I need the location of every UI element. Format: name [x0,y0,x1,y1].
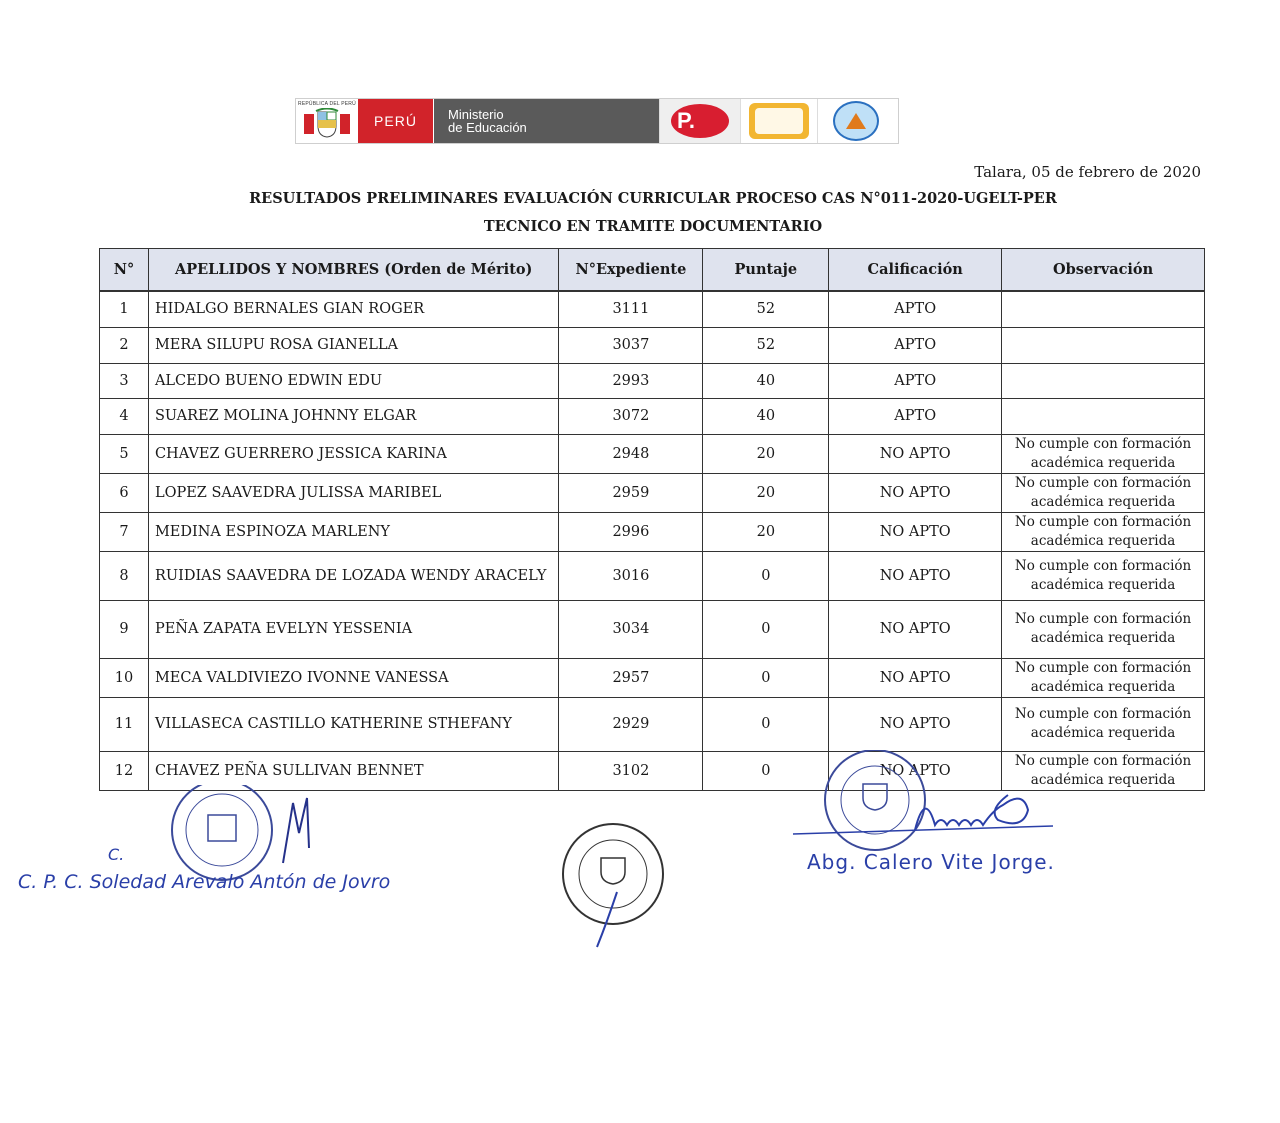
document-subtitle: TECNICO EN TRAMITE DOCUMENTARIO [483,218,823,235]
cell-observation [1002,600,1205,658]
cell-number: 3 [100,363,149,398]
cell-name: CHAVEZ GUERRERO JESSICA KARINA [148,434,558,473]
cell-name: PEÑA ZAPATA EVELYN YESSENIA [148,600,558,658]
cell-qualification: NO APTO [829,473,1002,512]
obs-line1: No cumple con formación [1014,513,1192,530]
obs-line2: académica requerida [1030,678,1176,695]
cell-score: 52 [703,327,829,363]
results-table [99,248,1205,791]
obs-line2: académica requerida [1030,532,1176,549]
cell-observation [1002,398,1205,434]
cell-score: 40 [703,398,829,434]
cell-file: 2948 [559,434,703,473]
p-logo-letter: P. [677,108,695,133]
cell-observation [1002,697,1205,751]
table-row [100,327,1205,363]
ugel-badge-logo [740,99,817,143]
obs-line1: No cumple con formación [1014,752,1192,769]
cell-score: 0 [703,600,829,658]
coat-of-arms-logo [296,99,358,143]
middle-stamp [555,822,675,952]
cell-file: 3016 [559,551,703,600]
institution-circle-icon [833,101,879,141]
cell-file: 3102 [559,751,703,790]
table-header-row [100,249,1205,292]
cell-name: CHAVEZ PEÑA SULLIVAN BENNET [148,751,558,790]
cell-qualification: NO APTO [829,697,1002,751]
ugel-badge-icon [749,103,809,139]
cell-file: 2957 [559,658,703,697]
cell-file: 2929 [559,697,703,751]
cell-name: ALCEDO BUENO EDWIN EDU [148,363,558,398]
cell-name: HIDALGO BERNALES GIAN ROGER [148,291,558,327]
cell-qualification: NO APTO [829,751,1002,790]
cell-file: 3111 [559,291,703,327]
cell-qualification: NO APTO [829,600,1002,658]
document-date: Talara, 05 de febrero de 2020 [974,163,1201,181]
ministry-line2: de Educación [448,120,527,135]
obs-line2: académica requerida [1030,576,1176,593]
obs-line1: No cumple con formación [1014,557,1192,574]
cell-qualification: APTO [829,398,1002,434]
table-row [100,434,1205,473]
table-row [100,512,1205,551]
obs-line1: No cumple con formación [1014,474,1192,491]
table-row [100,363,1205,398]
peru-label: PERÚ [374,113,417,129]
col-header-file: N°Expediente [559,249,703,292]
obs-line2: académica requerida [1030,493,1176,510]
cell-name: MECA VALDIVIEZO IVONNE VANESSA [148,658,558,697]
middle-stamp-seal [555,822,675,952]
cell-score: 0 [703,658,829,697]
cell-file: 3072 [559,398,703,434]
col-header-score: Puntaje [703,249,829,292]
cell-number: 10 [100,658,149,697]
obs-line2: académica requerida [1030,771,1176,788]
cell-observation [1002,434,1205,473]
table-row [100,291,1205,327]
obs-line1: No cumple con formación [1014,659,1192,676]
cell-score: 40 [703,363,829,398]
cell-number: 8 [100,551,149,600]
cell-qualification: NO APTO [829,512,1002,551]
obs-line1: No cumple con formación [1014,435,1192,452]
col-header-qualification: Calificación [829,249,1002,292]
cell-file: 3037 [559,327,703,363]
col-header-number: N° [100,249,149,292]
cell-number: 12 [100,751,149,790]
right-stamp-seal [785,750,1095,900]
cell-qualification: NO APTO [829,434,1002,473]
table-row [100,551,1205,600]
table-row [100,398,1205,434]
document-title: RESULTADOS PRELIMINARES EVALUACIÓN CURRICULAR PROCESO CAS N°011-2020-UGELT-PER [249,190,1057,207]
cell-name: MEDINA ESPINOZA MARLENY [148,512,558,551]
cell-number: 1 [100,291,149,327]
cell-observation [1002,658,1205,697]
cell-observation [1002,473,1205,512]
obs-line2: académica requerida [1030,454,1176,471]
logo-banner [295,98,899,144]
table-row [100,697,1205,751]
cell-observation [1002,551,1205,600]
cell-file: 2996 [559,512,703,551]
obs-line2: académica requerida [1030,630,1176,646]
right-signature-block [785,750,1095,900]
cell-file: 2959 [559,473,703,512]
shield-caption: REPÚBLICA DEL PERÚ [298,101,356,107]
ministry-brand-block [433,99,659,143]
cell-score: 0 [703,551,829,600]
col-header-name: APELLIDOS Y NOMBRES (Orden de Mérito) [148,249,558,292]
cell-score: 20 [703,473,829,512]
coat-of-arms-icon [304,108,350,138]
cell-number: 5 [100,434,149,473]
cell-qualification: APTO [829,363,1002,398]
left-name-c: C. [108,845,125,864]
p-logo-circle [671,104,729,138]
cell-observation [1002,363,1205,398]
peru-brand-block [358,99,433,143]
cell-number: 9 [100,600,149,658]
cell-score: 0 [703,697,829,751]
cell-qualification: APTO [829,291,1002,327]
cell-score: 20 [703,434,829,473]
obs-line1: No cumple con formación [1014,706,1192,722]
cell-observation [1002,327,1205,363]
cell-observation [1002,291,1205,327]
cell-number: 2 [100,327,149,363]
cell-name: RUIDIAS SAAVEDRA DE LOZADA WENDY ARACELY [148,551,558,600]
cell-observation [1002,512,1205,551]
ministry-line1: Ministerio [448,107,504,122]
table-row [100,600,1205,658]
cell-score: 0 [703,751,829,790]
left-signature-block [0,785,560,985]
institution-circle-logo [817,99,894,143]
cell-file: 3034 [559,600,703,658]
cell-name: MERA SILUPU ROSA GIANELLA [148,327,558,363]
left-signatory-name: C. P. C. Soledad Arevalo Antón de Jovro [18,871,391,893]
p-logo [659,99,740,143]
cell-score: 52 [703,291,829,327]
cell-name: VILLASECA CASTILLO KATHERINE STHEFANY [148,697,558,751]
cell-qualification: APTO [829,327,1002,363]
cell-score: 20 [703,512,829,551]
table-row [100,658,1205,697]
right-signatory-name: Abg. Calero Vite Jorge. [807,850,1055,874]
cell-name: SUAREZ MOLINA JOHNNY ELGAR [148,398,558,434]
obs-line1: No cumple con formación [1014,611,1192,627]
cell-file: 2993 [559,363,703,398]
obs-line2: académica requerida [1030,725,1176,741]
cell-number: 4 [100,398,149,434]
cell-number: 6 [100,473,149,512]
cell-qualification: NO APTO [829,658,1002,697]
cell-number: 11 [100,697,149,751]
cell-number: 7 [100,512,149,551]
cell-name: LOPEZ SAAVEDRA JULISSA MARIBEL [148,473,558,512]
cell-qualification: NO APTO [829,551,1002,600]
table-row [100,473,1205,512]
col-header-observation: Observación [1002,249,1205,292]
